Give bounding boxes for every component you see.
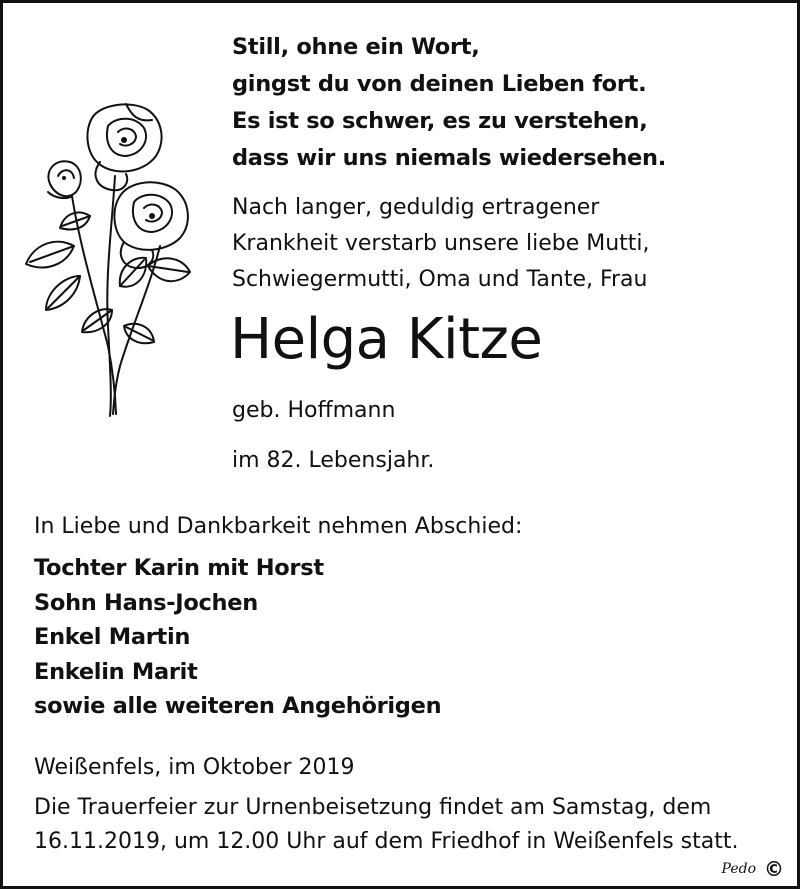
- mourner-item: Enkel Martin: [34, 624, 191, 650]
- mourner-item: Sohn Hans-Jochen: [34, 589, 258, 616]
- intro-line: Krankheit verstarb unsere liebe Mutti,: [232, 231, 650, 256]
- deceased-name: Helga Kitze: [230, 307, 543, 372]
- mourner-item: Tochter Karin mit Horst: [34, 555, 324, 581]
- place-and-date: Weißenfels, im Oktober 2019: [34, 755, 355, 780]
- intro-line: Schwiegermutti, Oma und Tante, Frau: [232, 267, 648, 292]
- intro-line: Nach langer, geduldig ertragener: [232, 195, 600, 220]
- artist-signature: Pedo: [721, 861, 756, 877]
- service-line: 16.11.2019, um 12.00 Uhr auf dem Friedhof in Weißenfels statt.: [34, 829, 739, 854]
- funeral-service-info: [34, 791, 738, 859]
- mourner-item: sowie alle weiteren Angehörigen: [34, 693, 442, 719]
- memorial-poem: [232, 29, 666, 177]
- mourners-list: [34, 551, 441, 724]
- artist-credit: [722, 857, 784, 881]
- poem-line: Es ist so schwer, es zu verstehen,: [232, 108, 648, 134]
- poem-line: Still, ohne ein Wort,: [232, 34, 480, 60]
- poem-line: dass wir uns niemals wiedersehen.: [232, 145, 666, 171]
- birth-name: geb. Hoffmann: [232, 398, 396, 423]
- service-line: Die Trauerfeier zur Urnenbeisetzung findet am Samstag, dem: [34, 795, 712, 820]
- death-announcement-text: [232, 190, 650, 298]
- farewell-line: In Liebe und Dankbarkeit nehmen Abschied:: [34, 514, 523, 539]
- age-at-death: im 82. Lebensjahr.: [232, 448, 435, 473]
- rose-illustration-icon: [20, 96, 210, 426]
- mourner-item: Enkelin Marit: [34, 658, 198, 685]
- poem-line: gingst du von deinen Lieben fort.: [232, 71, 647, 97]
- copyright-icon: ©: [764, 857, 784, 881]
